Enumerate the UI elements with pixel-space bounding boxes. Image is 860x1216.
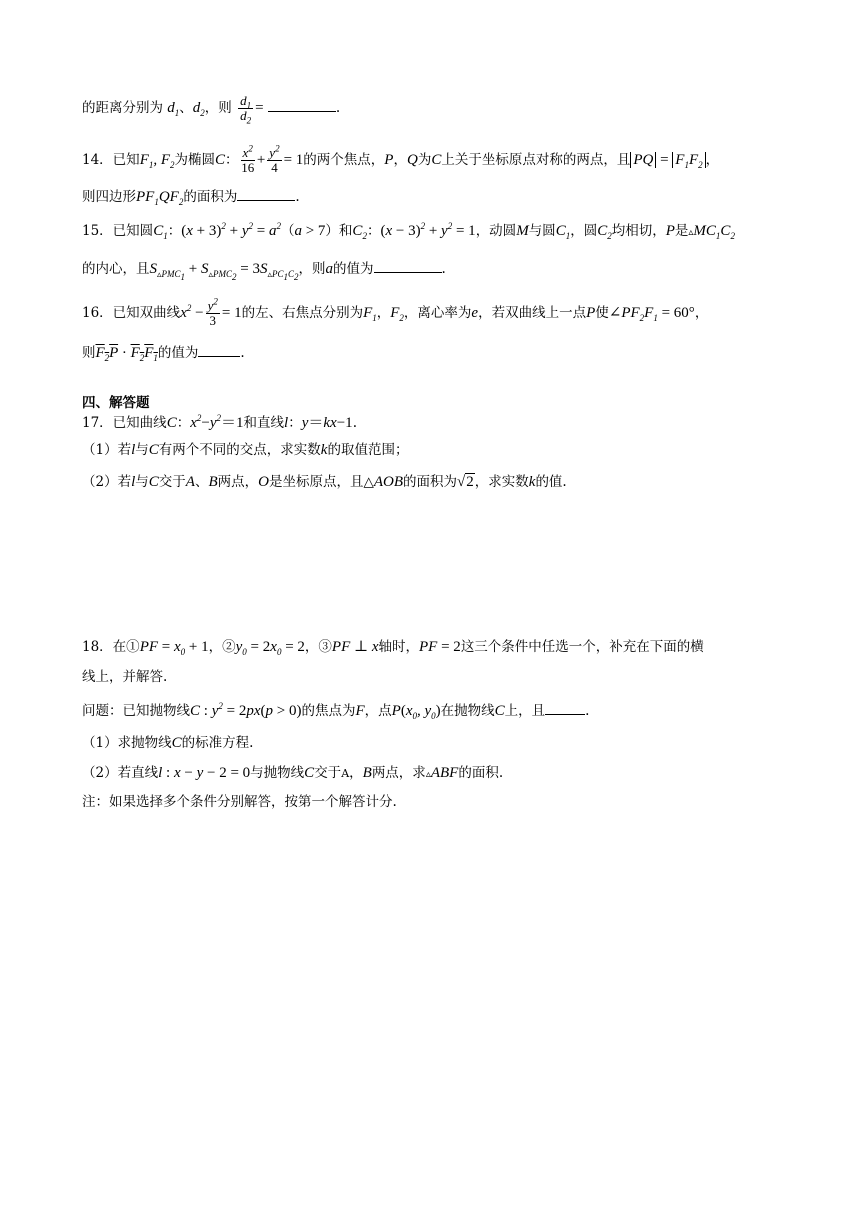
q16-line-2: 则$F_2P \cdot F_2F_1$的值为 . [82, 342, 245, 363]
q15-line-2: 的内心，且$S_{▵PMC_1} + S_{▵PMC_2} = 3S_{▵PC_1C_2}$，则a的值为 . [82, 258, 446, 279]
q14-answer-blank[interactable] [237, 186, 295, 201]
q17-part-2: （2）若l与C交于A、B两点，O是坐标原点，且△AOB的面积为√2，求实数k的值. [82, 474, 567, 490]
q18-part-2: （2）若直线l : x − y − 2 = 0与抛物线C交于A，B两点，求▵ABF的面积. [82, 765, 504, 781]
q13-answer-blank[interactable] [268, 97, 336, 112]
q15-line-1: 15．已知圆$C_1$：$(x + 3)^2 + y^2 = a^2(a > 7)$和$C_2$：$(x - 3)^2 + y^2 = 1$，动圆M与圆$C_1$，圆$C_2$均相切，P是$▵MC_1C_2$ [82, 221, 735, 241]
sqrt-2: √2 [457, 474, 474, 490]
q13-line: 的距离分别为 $d_1$、$d_2$，则 $\frac{d_1}{d_2}$ = . [82, 93, 341, 126]
q18-note: 注：如果选择多个条件分别解答，按第一个解答计分. [82, 794, 397, 810]
q14-line-2: 则四边形$PF_1QF_2$的面积为 . [82, 186, 300, 207]
q18-intro-1: 18．在①PF = $x_0 + 1$，$②y_0 = 2x_0 = 2$，③PF ⊥ x轴时，PF = 2这三个条件中任选一个，补充在下面的横 [82, 639, 704, 657]
section-4-title: 四、解答题 [82, 395, 150, 411]
q17-part-1: （1）若l与C有两个不同的交点，求实数k的取值范围； [82, 442, 409, 458]
q13-fraction: $\frac{d_1}{d_2}$ [240, 93, 252, 126]
q18-intro-2: 线上，并解答. [82, 669, 168, 685]
q18-problem: 问题：已知抛物线C : $y^2 = 2px(p > 0)$的焦点为F，点$P(x_0$, $y_0$)在抛物线C上，且 . [82, 701, 590, 721]
q15-answer-blank[interactable] [374, 258, 442, 273]
q16-answer-blank[interactable] [198, 342, 240, 357]
q17-intro: 17．已知曲线C：$x^2-y^2=1$和直线l：y＝kx−1. [82, 413, 357, 431]
q16-line-1: 16．已知双曲线$x^2$ − $\frac{y^2}{3}$ = 1的左、右焦点分别为$F_1$，$F_2$，离心率为e，若双曲线上一点P使$\angle PF_2F_1 = 60^\circ$， [82, 296, 709, 328]
q18-part-1: （1）求抛物线C的标准方程. [82, 735, 254, 751]
q13-prefix: 的距离分别为 [82, 100, 163, 116]
q18-condition-blank[interactable] [545, 700, 585, 715]
q14-line-1: 14．已知$F_1$, $F_2$为椭圆C： $\frac{x^2}{16}$ + $\frac{y^2}{4}$ = 1的两个焦点，P，Q为C上关于坐标原点对称的两点，且 PQ = $F_1F_2$ ， [82, 143, 720, 175]
